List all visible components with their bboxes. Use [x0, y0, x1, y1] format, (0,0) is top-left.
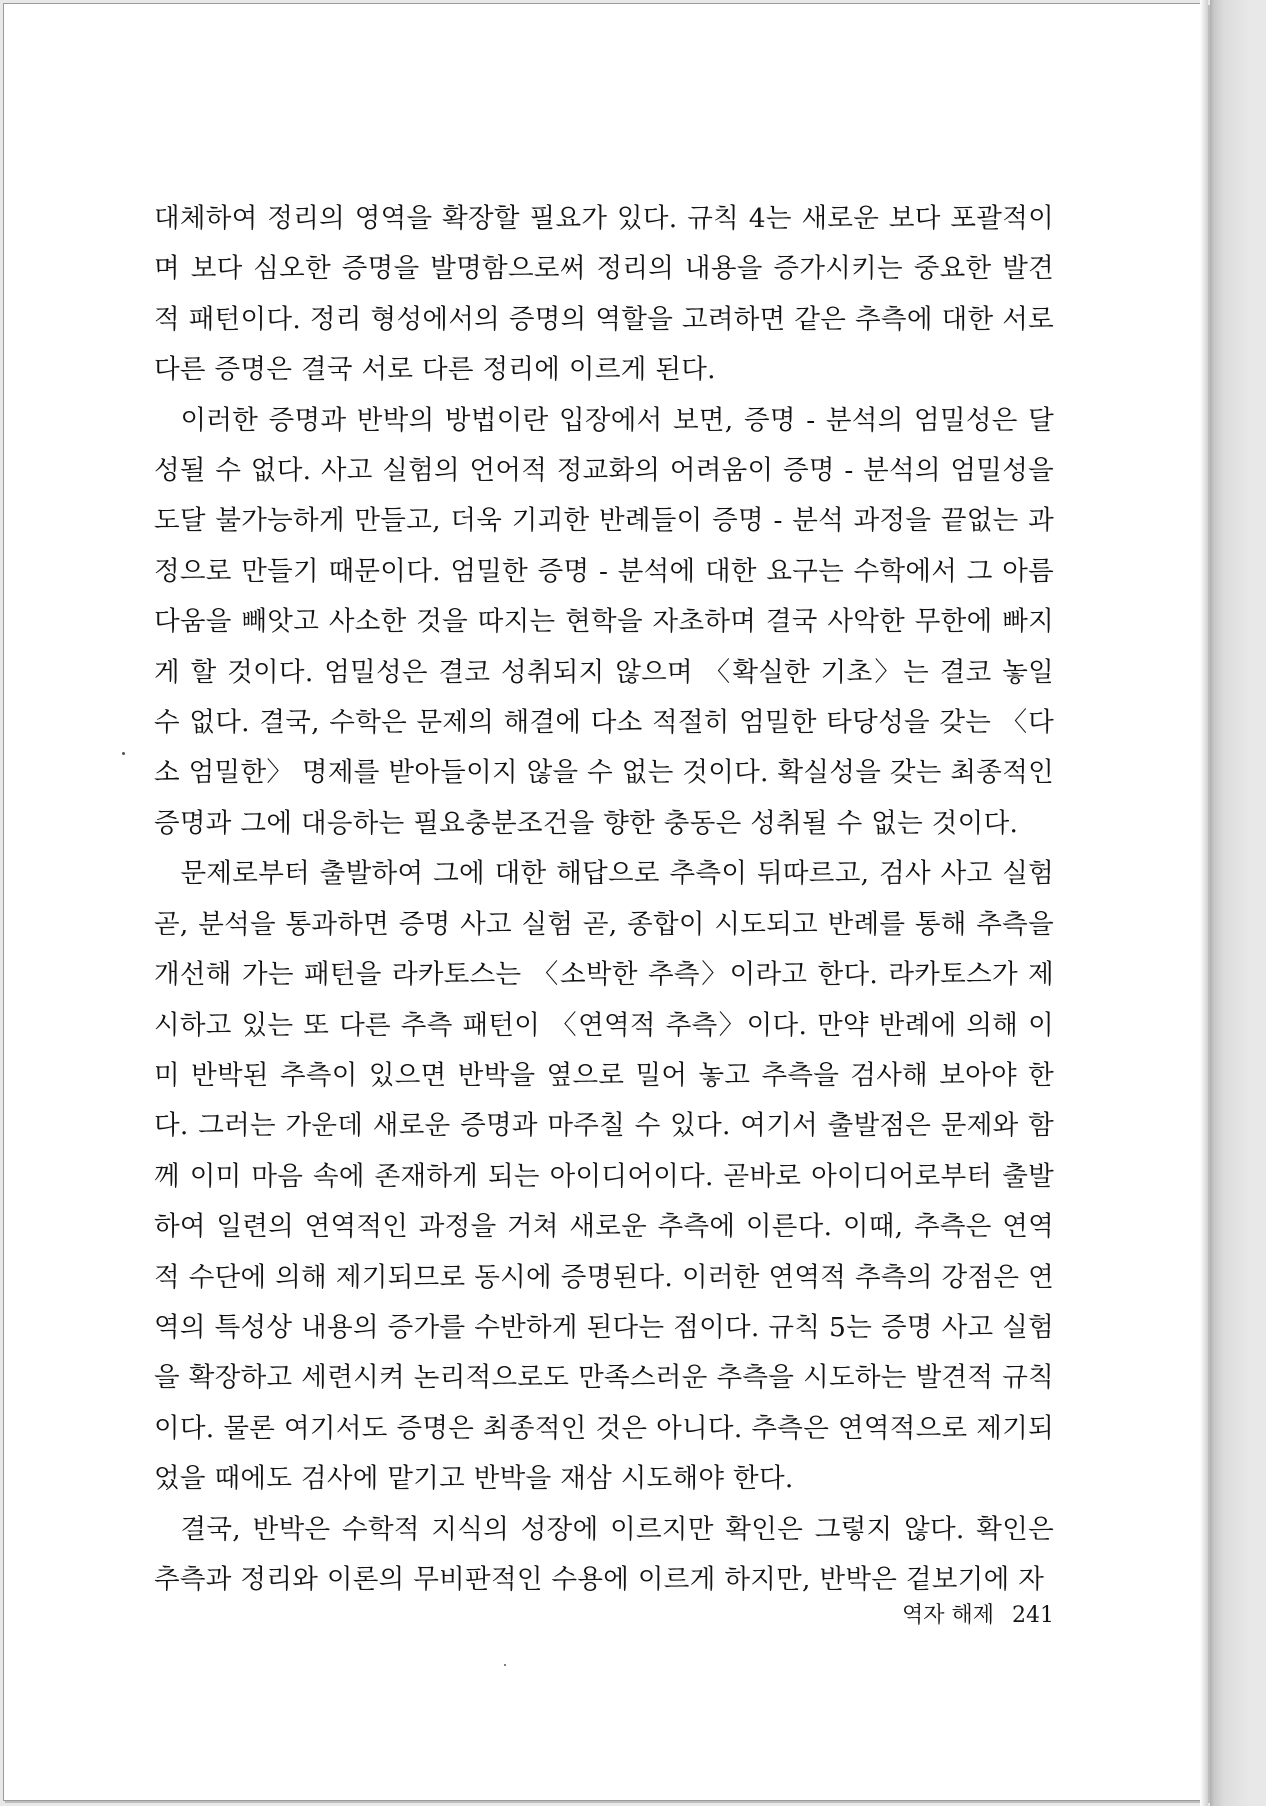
page-number: 241: [1012, 1603, 1054, 1628]
body-text: [154, 194, 1054, 1605]
scan-speck: [504, 1664, 506, 1666]
page-edge: [1200, 0, 1208, 1806]
running-footer: [844, 1601, 1054, 1631]
paragraph-4: 결국, 반박은 수학적 지식의 성장에 이르지만 확인은 그렇지 않다. 확인은 추측과 정리와 이론의 무비판적인 수용에 이르게 하지만, 반박은 겉보기에 자: [154, 1513, 1054, 1595]
running-footer-section: 역자 해제: [901, 1603, 994, 1628]
page-gutter-shadow: [1210, 0, 1266, 1806]
paragraph-2: 이러한 증명과 반박의 방법이란 입장에서 보면, 증명 - 분석의 엄밀성은 달성될 수 없다. 사고 실험의 언어적 정교화의 어려움이 증명 - 분석의 엄밀성을 도달 불가능하게 만들고, 더욱 기괴한 반례들이 증명 - 분석 과정을 끝없는 과정으로 만들기 때문이다. 엄밀한 증명 - 분석에 대한 요구는 수학에서 그 아름다움을 빼앗고 사소한 것을 따지는 현학을 자초하며 결국 사악한 무한에 빠지게 할 것이다. 엄밀성은 결코 성취되지 않으며 〈확실한 기초〉는 결코 놓일 수 없다. 결국, 수학은 문제의 해결에 다소 적절히 엄밀한 타당성을 갖는 〈다소 엄밀한〉 명제를 받아들이지 않을 수 없는 것이다. 확실성을 갖는 최종적인 증명과 그에 대응하는 필요충분조건을 향한 충동은 성취될 수 없는 것이다.: [154, 404, 1054, 839]
book-page: [3, 3, 1208, 1801]
paragraph-1: 대체하여 정리의 영역을 확장할 필요가 있다. 규칙 4는 새로운 보다 포괄적이며 보다 심오한 증명을 발명함으로써 정리의 내용을 증가시키는 중요한 발견적 패턴이다. 정리 형성에서의 증명의 역할을 고려하면 같은 추측에 대한 서로 다른 증명은 결국 서로 다른 정리에 이르게 된다.: [154, 203, 1054, 386]
paragraph-3: 문제로부터 출발하여 그에 대한 해답으로 추측이 뒤따르고, 검사 사고 실험 곧, 분석을 통과하면 증명 사고 실험 곧, 종합이 시도되고 반례를 통해 추측을 개선해 가는 패턴을 라카토스는 〈소박한 추측〉이라고 한다. 라카토스가 제시하고 있는 또 다른 추측 패턴이 〈연역적 추측〉이다. 만약 반례에 의해 이미 반박된 추측이 있으면 반박을 옆으로 밀어 놓고 추측을 검사해 보아야 한다. 그러는 가운데 새로운 증명과 마주칠 수 있다. 여기서 출발점은 문제와 함께 이미 마음 속에 존재하게 되는 아이디어이다. 곧바로 아이디어로부터 출발하여 일련의 연역적인 과정을 거쳐 새로운 추측에 이른다. 이때, 추측은 연역적 수단에 의해 제기되므로 동시에 증명된다. 이러한 연역적 추측의 강점은 연역의 특성상 내용의 증가를 수반하게 된다는 점이다. 규칙 5는 증명 사고 실험을 확장하고 세련시켜 논리적으로도 만족스러운 추측을 시도하는 발견적 규칙이다. 물론 여기서도 증명은 최종적인 것은 아니다. 추측은 연역적으로 제기되었을 때에도 검사에 맡기고 반박을 재삼 시도해야 한다.: [154, 858, 1054, 1495]
scan-speck: [122, 752, 125, 755]
